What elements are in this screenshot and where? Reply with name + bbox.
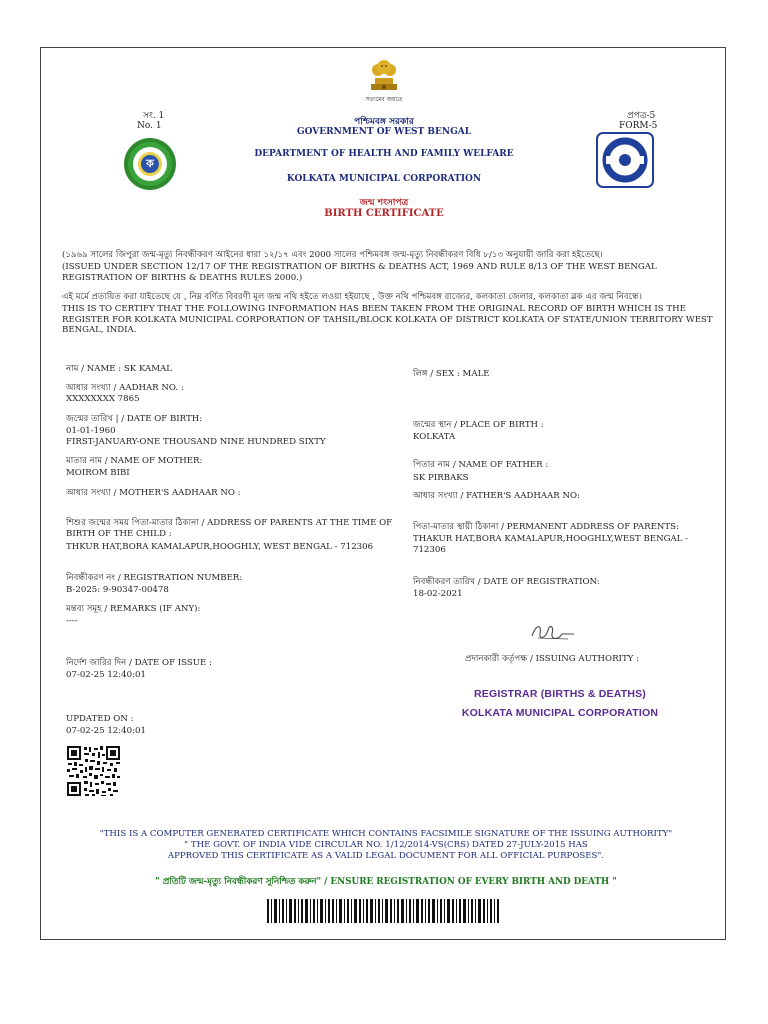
certify-english: THIS IS TO CERTIFY THAT THE FOLLOWING INFORMATION HAS BEEN TAKEN FROM THE ORIGINAL RECORD OF BIRTH WHICH IS THE REGISTER FOR KOLKATA MUNICIPAL CORPORATION OF TAHSIL/BLOCK KOLKATA OF DISTRICT KOLKATA OF STATE/UNION TERRITORY WEST BENGAL, INDIA.	[62, 304, 713, 335]
crs-logo-icon	[596, 132, 654, 188]
registrar-stamp-line-2: KOLKATA MUNICIPAL CORPORATION	[461, 707, 659, 719]
national-emblem-icon	[362, 58, 406, 92]
form-number-bengali: প্রপত্র-5	[627, 111, 656, 121]
dob-label: জন্মের তারিখ | / DATE OF BIRTH:	[66, 414, 203, 424]
kmc-seal-letter: ক	[146, 157, 154, 170]
registrar-stamp-line-1: REGISTRAR (BIRTHS & DEATHS)	[473, 688, 647, 700]
legal-document-note: APPROVED THIS CERTIFICATE AS A VALID LEGAL DOCUMENT FOR ALL OFFICIAL PURPOSES".	[167, 851, 605, 861]
computer-generated-note: "THIS IS A COMPUTER GENERATED CERTIFICATE WHICH CONTAINS FACSIMILE SIGNATURE OF THE ISSUING AUTHORITY"	[99, 829, 673, 839]
mother-aadhaar: আধার সংখ্যা / MOTHER'S AADHAAR NO :	[66, 488, 241, 498]
father-aadhaar: আধার সংখ্যা / FATHER'S AADHAAR NO:	[413, 491, 580, 501]
issued-under-bengali: (১৯৬৯ সালের জিপুরা জন্ম-মৃত্যু নিবন্ধীকরণ আইনের ধারা ১২/১৭ এবং 2000 সালের পশ্চিমবঙ্গ জন্ম-মৃত্যু নিবন্ধীকরণ বিধি ৮/১৩ অনুযায়ী জারি করা হইতেছে।	[62, 250, 603, 260]
birth-address-value: THKUR HAT,BORA KAMALAPUR,HOOGHLY, WEST BENGAL - 712306	[66, 542, 374, 552]
government-name-bengali: পশ্চিমবঙ্গ সরকার	[354, 117, 414, 127]
mother-name-label: মাতার নাম / NAME OF MOTHER:	[66, 456, 203, 466]
form-number-english: FORM-5	[619, 121, 658, 131]
serial-number-english: No. 1	[137, 121, 162, 131]
registration-date-value: 18-02-2021	[413, 589, 463, 599]
updated-on-value: 07-02-25 12:40:01	[66, 726, 146, 736]
birth-place-value: KOLKATA	[413, 432, 456, 442]
signature-mark	[528, 620, 578, 644]
permanent-address-label: পিতা-মাতার স্থায়ী ঠিকানা / PERMANENT ADDRESS OF PARENTS:	[413, 522, 679, 532]
registration-slogan: " প্রতিটি জন্ম-মৃত্যু নিবন্ধীকরণ সুনিশ্চিত করুন" / ENSURE REGISTRATION OF EVERY BIRTH AND DEATH "	[155, 877, 617, 887]
birth-address-label: শিশুর জন্মের সময় পিতা-মাতার ঠিকানা / ADDRESS OF PARENTS AT THE TIME OF BIRTH OF THE CHILD :	[66, 518, 393, 539]
department-name: DEPARTMENT OF HEALTH AND FAMILY WELFARE	[254, 149, 514, 159]
issued-under-english: (ISSUED UNDER SECTION 12/17 OF THE REGISTRATION OF BIRTHS & DEATHS ACT, 1969 AND RULE 8/13 OF THE WEST BENGAL REGISTRATION OF BIRTHS & DEATHS RULES 2000.)	[62, 262, 657, 283]
remarks-value: ----	[66, 616, 78, 626]
government-name: GOVERNMENT OF WEST BENGAL	[296, 127, 472, 137]
mother-name-value: MOIROM BIBI	[66, 468, 130, 478]
registration-number-label: নিবন্ধীকরণ নং / REGISTRATION NUMBER:	[66, 573, 243, 583]
govt-circular-note: " THE GOVT. OF INDIA VIDE CIRCULAR NO. 1/12/2014-VS(CRS) DATED 27-JULY-2015 HAS	[184, 840, 588, 850]
issue-date-value: 07-02-25 12:40:01	[66, 670, 146, 680]
certify-bengali: এই মর্মে প্রত্যয়িত করা যাইতেছে যে , নিম্ন বর্ণিত বিবরণী মূল জন্ম নথি হইতে লওয়া হইয়াছে , উক্ত নথি পশ্চিমবঙ্গ রাজ্যের, কলকাতা জেলার, কলকাতা ব্লক এর জন্ম নিবন্ধে।	[62, 292, 642, 302]
certificate-title-bengali: জন্ম শংসাপত্র	[359, 198, 409, 208]
updated-on-label: UPDATED ON :	[66, 714, 134, 724]
registration-date-label: নিবন্ধীকরণ তারিখ / DATE OF REGISTRATION:	[413, 577, 600, 587]
remarks-label: মন্তব্য সমূহ / REMARKS (IF ANY):	[66, 604, 201, 614]
corporation-name: KOLKATA MUNICIPAL CORPORATION	[286, 174, 482, 184]
child-name: নাম / NAME : SK KAMAL	[66, 364, 172, 374]
issuing-authority-label: প্রদানকারী কর্তৃপক্ষ / ISSUING AUTHORITY :	[465, 654, 639, 664]
issue-date-label: নির্দেশ জারির দিন / DATE OF ISSUE :	[66, 658, 212, 668]
barcode	[267, 899, 499, 923]
serial-number-bengali: সং. 1	[143, 111, 165, 121]
aadhar-label: আধার সংখ্যা / AADHAR NO. :	[66, 383, 184, 393]
dob-words: FIRST-JANUARY-ONE THOUSAND NINE HUNDRED SIXTY	[66, 437, 326, 447]
aadhar-value: XXXXXXXX 7865	[66, 394, 140, 404]
emblem-caption: সত্যমেব জয়তে	[365, 96, 403, 103]
father-name-label: পিতার নাম / NAME OF FATHER :	[413, 460, 549, 470]
sex: লিঙ্গ / SEX : MALE	[413, 369, 490, 379]
father-name-value: SK PIRBAKS	[413, 473, 469, 483]
registration-number-value: B-2025: 9-90347-00478	[66, 585, 169, 595]
dob-value: 01-01-1960	[66, 426, 116, 436]
permanent-address-value: THAKUR HAT,BORA KAMALAPUR,HOOGHLY,WEST BENGAL - 712306	[413, 534, 688, 555]
qr-code	[66, 745, 121, 797]
certificate-title: BIRTH CERTIFICATE	[324, 208, 444, 219]
birth-place-label: জন্মের স্থান / PLACE OF BIRTH :	[413, 420, 544, 430]
